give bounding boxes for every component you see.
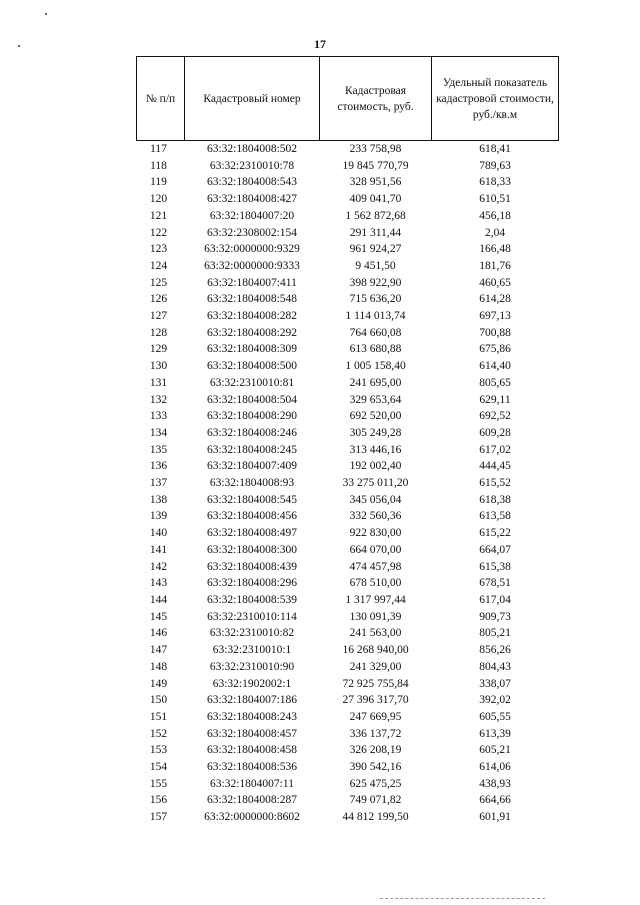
cadastral-number: 63:32:1804008:536: [206, 761, 298, 774]
row-number: 151: [149, 710, 168, 723]
row-number: 153: [149, 744, 168, 757]
row-number: 155: [149, 777, 168, 790]
cadastral-number: 63:32:1902002:1: [212, 677, 292, 690]
table-row: [137, 625, 559, 642]
cadastral-value: 625 475,25: [349, 777, 402, 790]
cadastral-number: 63:32:1804007:20: [209, 209, 295, 222]
cadastral-value: 241 329,00: [349, 660, 402, 673]
table-body: [137, 141, 559, 826]
row-number: 127: [149, 310, 168, 323]
specific-value: 789,63: [479, 159, 511, 172]
cadastral-value: 332 560,36: [349, 510, 402, 523]
row-number: 148: [149, 660, 168, 673]
table-row: [137, 508, 559, 525]
specific-value: 617,02: [479, 443, 511, 456]
cadastral-number: 63:32:1804008:457: [206, 727, 298, 740]
cadastral-value: 715 636,20: [349, 293, 402, 306]
specific-value: 614,40: [479, 360, 511, 373]
specific-value: 615,52: [479, 477, 511, 490]
header-number: № п/п: [137, 57, 185, 141]
table-row: [137, 659, 559, 676]
table-row: [137, 492, 559, 509]
row-number: 128: [149, 326, 168, 339]
cadastral-value: 33 275 011,20: [342, 477, 409, 490]
header-cadastral-value: Кадастровая стоимость, руб.: [320, 57, 432, 141]
row-number: 149: [149, 677, 168, 690]
row-number: 135: [149, 443, 168, 456]
cadastral-value: 72 925 755,84: [342, 677, 409, 690]
specific-value: 392,02: [479, 694, 511, 707]
table-row: [137, 609, 559, 626]
cadastral-number: 63:32:0000000:9333: [204, 259, 300, 272]
cadastral-number: 63:32:1804008:296: [206, 577, 298, 590]
cadastral-value: 678 510,00: [349, 577, 402, 590]
cadastral-value: 749 071,82: [349, 794, 402, 807]
table-row: [137, 809, 559, 826]
specific-value: 700,88: [479, 326, 511, 339]
row-number: 133: [149, 410, 168, 423]
table-row: [137, 776, 559, 793]
cadastral-number: 63:32:1804008:456: [206, 510, 298, 523]
specific-value: 629,11: [479, 393, 511, 406]
row-number: 120: [149, 193, 168, 206]
row-number: 126: [149, 293, 168, 306]
cadastral-value: 16 268 940,00: [342, 644, 409, 657]
specific-value: 614,06: [479, 761, 511, 774]
header-cadastral-number: Кадастровый номер: [185, 57, 320, 141]
specific-value: 438,93: [479, 777, 511, 790]
cadastral-number: 63:32:2308002:154: [206, 226, 298, 239]
row-number: 117: [137, 141, 185, 158]
cadastral-value: 313 446,16: [349, 443, 402, 456]
cadastral-number: 63:32:1804007:409: [206, 460, 298, 473]
cadastral-number: 63:32:2310010:90: [209, 660, 295, 673]
table-row: [137, 525, 559, 542]
cadastral-number: 63:32:2310010:82: [209, 627, 295, 640]
cadastral-number: 63:32:1804008:246: [206, 426, 298, 439]
cadastral-value: 961 924,27: [349, 243, 402, 256]
table-row: [137, 592, 559, 609]
row-number: 119: [150, 176, 167, 189]
header-specific-value: Удельный показатель кадастровой стоимости, руб./кв.м: [432, 57, 559, 141]
specific-value: 618,41: [432, 141, 559, 158]
table-header: [137, 57, 559, 141]
specific-value: 664,07: [479, 543, 511, 556]
specific-value: 697,13: [479, 310, 511, 323]
specific-value: 613,58: [479, 510, 511, 523]
cadastral-number: 63:32:1804008:282: [206, 310, 298, 323]
row-number: 136: [149, 460, 168, 473]
specific-value: 618,33: [479, 176, 511, 189]
table-row: [137, 575, 559, 592]
cadastral-value: 764 660,08: [349, 326, 402, 339]
row-number: 122: [149, 226, 168, 239]
cadastral-value: 922 830,00: [349, 527, 402, 540]
cadastral-value: 390 542,16: [349, 761, 402, 774]
table-row: [137, 792, 559, 809]
cadastral-value: 409 041,70: [349, 193, 402, 206]
specific-value: 678,51: [479, 577, 511, 590]
cadastral-number: 63:32:1804008:545: [206, 493, 298, 506]
cadastral-number: 63:32:0000000:8602: [204, 811, 300, 824]
row-number: 131: [149, 376, 168, 389]
cadastral-value: 474 457,98: [349, 560, 402, 573]
cadastral-value: 241 563,00: [349, 627, 402, 640]
table-row: [137, 742, 559, 759]
table-row: [137, 308, 559, 325]
row-number: 154: [149, 761, 168, 774]
cadastral-number: 63:32:1804008:543: [206, 176, 298, 189]
cadastral-value: 247 669,95: [349, 710, 402, 723]
table-row: [137, 241, 559, 258]
cadastral-value: 329 653,64: [349, 393, 402, 406]
table-row: [137, 475, 559, 492]
cadastral-number: 63:32:1804008:287: [206, 794, 298, 807]
specific-value: 856,26: [479, 644, 511, 657]
specific-value: 614,28: [479, 293, 511, 306]
row-number: 146: [149, 627, 168, 640]
row-number: 142: [149, 560, 168, 573]
table-row: [137, 642, 559, 659]
cadastral-number: 63:32:1804008:300: [206, 543, 298, 556]
cadastral-value: 241 695,00: [349, 376, 402, 389]
specific-value: 664,66: [479, 794, 511, 807]
table-row: [137, 225, 559, 242]
table-row: [137, 726, 559, 743]
table-row: [137, 191, 559, 208]
specific-value: 804,43: [479, 660, 511, 673]
cadastral-number: 63:32:2310010:1: [212, 644, 292, 657]
table-row: [137, 692, 559, 709]
cadastral-value: 44 812 199,50: [342, 811, 409, 824]
table-row: [137, 174, 559, 191]
row-number: 137: [149, 477, 168, 490]
cadastral-number: 63:32:1804008:504: [206, 393, 298, 406]
table-row: [137, 358, 559, 375]
cadastral-number: 63:32:1804007:11: [210, 777, 294, 790]
specific-value: 444,45: [479, 460, 511, 473]
scan-speck: [45, 13, 47, 15]
specific-value: 181,76: [479, 259, 511, 272]
specific-value: 675,86: [479, 343, 511, 356]
row-number: 147: [149, 644, 168, 657]
cadastral-value: 336 137,72: [349, 727, 402, 740]
cadastral-number: 63:32:1804008:502: [185, 141, 320, 158]
specific-value: 605,55: [479, 710, 511, 723]
cadastral-value: 192 002,40: [349, 460, 402, 473]
table-row: [137, 559, 559, 576]
row-number: 152: [149, 727, 168, 740]
table-row: [137, 759, 559, 776]
specific-value: 456,18: [479, 209, 511, 222]
bottom-rule: [380, 898, 545, 899]
specific-value: 615,22: [479, 527, 511, 540]
table-row: [137, 291, 559, 308]
cadastral-number: 63:32:1804008:245: [206, 443, 298, 456]
cadastral-number: 63:32:2310010:114: [207, 610, 297, 623]
row-number: 129: [149, 343, 168, 356]
table-row: [137, 141, 559, 158]
cadastral-value: 1 562 872,68: [345, 209, 406, 222]
specific-value: 2,04: [484, 226, 506, 239]
cadastral-value: 692 520,00: [349, 410, 402, 423]
table-row: [137, 458, 559, 475]
row-number: 157: [149, 811, 168, 824]
row-number: 156: [149, 794, 168, 807]
cadastral-value-table: [136, 56, 559, 826]
specific-value: 338,07: [479, 677, 511, 690]
row-number: 141: [149, 543, 168, 556]
row-number: 118: [150, 159, 167, 172]
cadastral-value: 1 005 158,40: [345, 360, 406, 373]
cadastral-value: 1 317 997,44: [345, 593, 406, 606]
row-number: 124: [149, 259, 168, 272]
cadastral-number: 63:32:1804008:439: [206, 560, 298, 573]
cadastral-number: 63:32:2310010:81: [209, 376, 295, 389]
cadastral-value: 27 396 317,70: [342, 694, 409, 707]
cadastral-number: 63:32:1804008:497: [206, 527, 298, 540]
cadastral-value: 328 951,56: [349, 176, 402, 189]
table-row: [137, 425, 559, 442]
cadastral-number: 63:32:1804008:458: [206, 744, 298, 757]
table-row: [137, 709, 559, 726]
row-number: 132: [149, 393, 168, 406]
header-row: [137, 57, 559, 141]
row-number: 140: [149, 527, 168, 540]
row-number: 150: [149, 694, 168, 707]
specific-value: 692,52: [479, 410, 511, 423]
cadastral-value: 398 922,90: [349, 276, 402, 289]
cadastral-number: 63:32:1804008:500: [206, 360, 298, 373]
table-row: [137, 325, 559, 342]
row-number: 125: [149, 276, 168, 289]
specific-value: 605,21: [479, 744, 511, 757]
specific-value: 610,51: [479, 193, 511, 206]
table-row: [137, 392, 559, 409]
cadastral-value: 9 451,50: [355, 259, 396, 272]
specific-value: 805,21: [479, 627, 511, 640]
table-row: [137, 375, 559, 392]
specific-value: 615,38: [479, 560, 511, 573]
cadastral-number: 63:32:1804008:548: [206, 293, 298, 306]
row-number: 144: [149, 593, 168, 606]
cadastral-number: 63:32:1804008:290: [206, 410, 298, 423]
cadastral-number: 63:32:1804007:411: [207, 276, 297, 289]
table-row: [137, 258, 559, 275]
table-row: [137, 408, 559, 425]
row-number: 123: [149, 243, 168, 256]
cadastral-number: 63:32:2310010:78: [209, 159, 295, 172]
specific-value: 617,04: [479, 593, 511, 606]
cadastral-value: 305 249,28: [349, 426, 402, 439]
table-row: [137, 542, 559, 559]
table-row: [137, 442, 559, 459]
cadastral-value: 233 758,98: [320, 141, 432, 158]
cadastral-value: 130 091,39: [349, 610, 402, 623]
specific-value: 909,73: [479, 610, 511, 623]
row-number: 130: [149, 360, 168, 373]
row-number: 145: [149, 610, 168, 623]
table-row: [137, 208, 559, 225]
cadastral-number: 63:32:1804008:539: [206, 593, 298, 606]
cadastral-number: 63:32:1804008:243: [206, 710, 298, 723]
page-number: 17: [314, 37, 326, 51]
row-number: 143: [149, 577, 168, 590]
cadastral-value: 19 845 770,79: [342, 159, 409, 172]
specific-value: 609,28: [479, 426, 511, 439]
cadastral-value: 613 680,88: [349, 343, 402, 356]
specific-value: 618,38: [479, 493, 511, 506]
specific-value: 613,39: [479, 727, 511, 740]
specific-value: 805,65: [479, 376, 511, 389]
cadastral-number: 63:32:0000000:9329: [204, 243, 300, 256]
row-number: 138: [149, 493, 168, 506]
table-row: [137, 676, 559, 693]
row-number: 134: [149, 426, 168, 439]
specific-value: 460,65: [479, 276, 511, 289]
table-row: [137, 158, 559, 175]
row-number: 121: [149, 209, 168, 222]
cadastral-number: 63:32:1804008:93: [209, 477, 295, 490]
table-row: [137, 341, 559, 358]
cadastral-number: 63:32:1804008:309: [206, 343, 298, 356]
cadastral-number: 63:32:1804008:427: [206, 193, 298, 206]
cadastral-value: 664 070,00: [349, 543, 402, 556]
cadastral-number: 63:32:1804008:292: [206, 326, 298, 339]
table-row: [137, 275, 559, 292]
cadastral-value: 345 056,04: [349, 493, 402, 506]
cadastral-value: 326 208,19: [349, 744, 402, 757]
cadastral-number: 63:32:1804007:186: [206, 694, 298, 707]
specific-value: 601,91: [479, 811, 511, 824]
cadastral-value: 1 114 013,74: [345, 310, 406, 323]
cadastral-value: 291 311,44: [349, 226, 402, 239]
row-number: 139: [149, 510, 168, 523]
specific-value: 166,48: [479, 243, 511, 256]
